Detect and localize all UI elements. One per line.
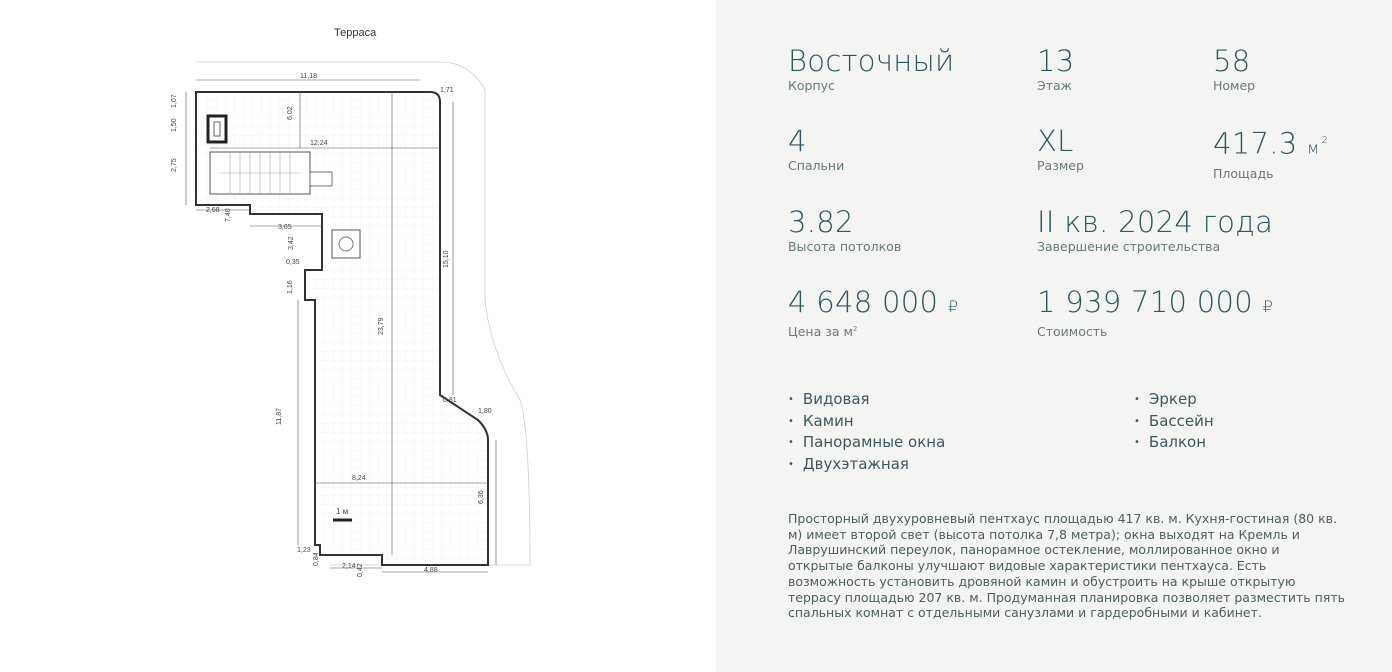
features-list-right <box>1134 389 1214 454</box>
dim-label: 11,18 <box>300 73 317 80</box>
elevator <box>208 116 226 142</box>
dim-label: 2,68 <box>206 207 220 214</box>
dim-label: 2,14 <box>342 563 356 570</box>
dim-label: 3,42 <box>288 236 295 250</box>
plan-title: Терраса <box>334 27 377 39</box>
feature-item: • Эркер <box>1134 389 1214 411</box>
scale-label: 1 м <box>336 507 349 516</box>
stat-size: XL Размер <box>1037 124 1084 173</box>
dim-label: 6,02 <box>287 106 294 120</box>
feature-item: • Бассейн <box>1134 411 1214 433</box>
dim-label: 1,71 <box>440 87 454 94</box>
dim-label: 4,88 <box>424 567 438 574</box>
stat-building: Восточный Корпус <box>788 44 955 93</box>
dim-label: 8,24 <box>352 475 366 482</box>
floor-plan-drawing <box>160 50 540 580</box>
dim-label: 1,50 <box>171 118 178 132</box>
stat-bedrooms: 4 Спальни <box>788 124 845 173</box>
dim-label: 1,80 <box>478 408 492 415</box>
stat-floor: 13 Этаж <box>1037 44 1075 93</box>
dim-label: 11,87 <box>276 408 283 425</box>
feature-item: • Двухэтажная <box>788 454 945 476</box>
dim-label: 6,36 <box>478 490 485 504</box>
dim-label: 2,75 <box>171 158 178 172</box>
stat-area: 417.3 м $^2$ Площадь <box>1213 126 1329 181</box>
stat-ceiling-height: 3.82 Высота потолков <box>788 205 902 254</box>
feature-item: • Видовая <box>788 389 945 411</box>
stat-completion: II кв. 2024 года Завершение строительства <box>1037 205 1274 254</box>
dim-label: 15,10 <box>443 250 450 268</box>
feature-item: • Балкон <box>1134 432 1214 454</box>
description: Просторный двухуровневый пентхаус площадью 417 кв. м. Кухня-гостиная (80 кв. м) имеет второй свет (высота потолка 7,8 метра); окна выходят на Кремль и Лаврушинский переулок, панорамное остекление, моллированное окно и открытые балконы улучшают видовые характеристики пентхауса. Есть возможность установить дровяной камин и обустроить на крыше открытую террасу площадью 207 кв. м. Продуманная планировка позволяет разместить пять спальных комнат с отдельными санузлами и гардеробными и кабинет. <box>788 511 1345 621</box>
dim-label: 0,84 <box>313 552 320 566</box>
dim-label: 1,16 <box>287 280 294 294</box>
dim-label: 0,42 <box>357 563 364 577</box>
dim-label: 0,35 <box>286 259 300 266</box>
dim-label: 3,65 <box>278 224 292 231</box>
fireplace <box>332 230 360 258</box>
dim-label: 23,79 <box>378 317 385 335</box>
feature-item: • Камин <box>788 411 945 433</box>
stat-number: 58 Номер <box>1213 44 1256 93</box>
feature-item: • Панорамные окна <box>788 432 945 454</box>
dim-label: 1,07 <box>171 94 178 108</box>
features-list-left <box>788 389 945 475</box>
dim-label: 12,24 <box>310 140 328 147</box>
stat-price-per-m: 4 648 000 ₽ Цена за $м^2$ <box>788 285 959 339</box>
dim-label: 7,40 <box>225 208 232 222</box>
stat-total-price: 1 939 710 000 ₽ Стоимость <box>1037 285 1274 339</box>
dim-label: 1,23 <box>297 547 311 554</box>
dim-label: 0,81 <box>443 397 457 404</box>
